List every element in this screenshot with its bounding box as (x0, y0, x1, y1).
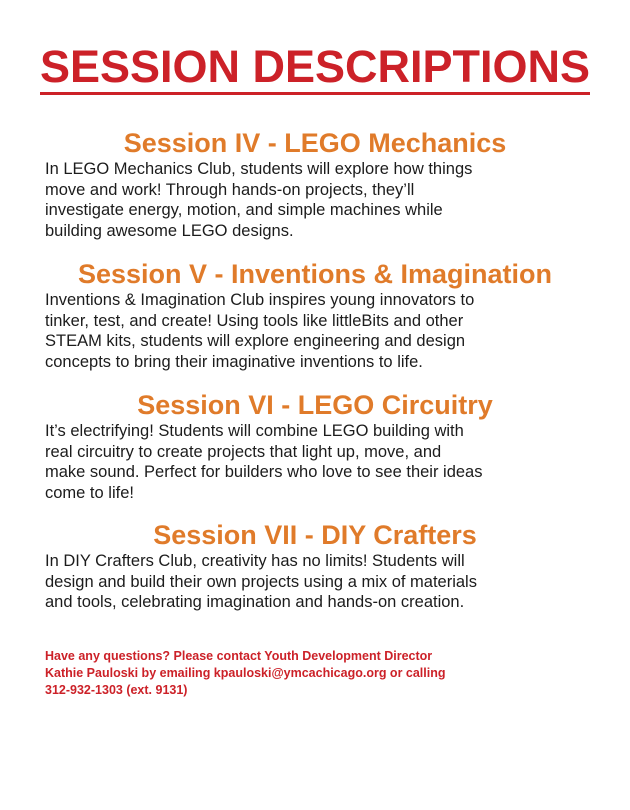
session-block-7 (45, 519, 585, 613)
session-description: In DIY Crafters Club, creativity has no limits! Students will design and build their own projects using a mix of materials and tools, celebrating imagination and hands-on creation. (45, 552, 477, 611)
session-block-6 (45, 389, 585, 503)
session-block-5 (45, 258, 585, 372)
session-title: Session VII - DIY Crafters (153, 520, 477, 550)
session-block-4 (45, 127, 585, 241)
session-description: Inventions & Imagination Club inspires young innovators to tinker, test, and create! Using tools like littleBits and other STEAM kits, students will explore engineering and design concepts to bring their imaginative inventions to life. (45, 291, 475, 371)
page-title-text: SESSION DESCRIPTIONS (40, 41, 590, 95)
session-title: Session V - Inventions & Imagination (77, 259, 553, 289)
contact-info: Have any questions? Please contact Youth Development Director Kathie Pauloski by emailing kpauloski@ymcachicago.org or calling 312-932-1303 (ext. 9131) (45, 649, 446, 697)
session-title: Session VI - LEGO Circuitry (137, 390, 493, 420)
session-description: In LEGO Mechanics Club, students will explore how things move and work! Through hands-on projects, they’ll investigate energy, motion, and simple machines while building awesome LEGO designs. (45, 160, 473, 240)
session-title: Session IV - LEGO Mechanics (123, 128, 507, 158)
session-description: It’s electrifying! Students will combine LEGO building with real circuitry to create projects that light up, move, and make sound. Perfect for builders who love to see their ideas come to life! (45, 422, 483, 502)
page-title (0, 40, 630, 94)
